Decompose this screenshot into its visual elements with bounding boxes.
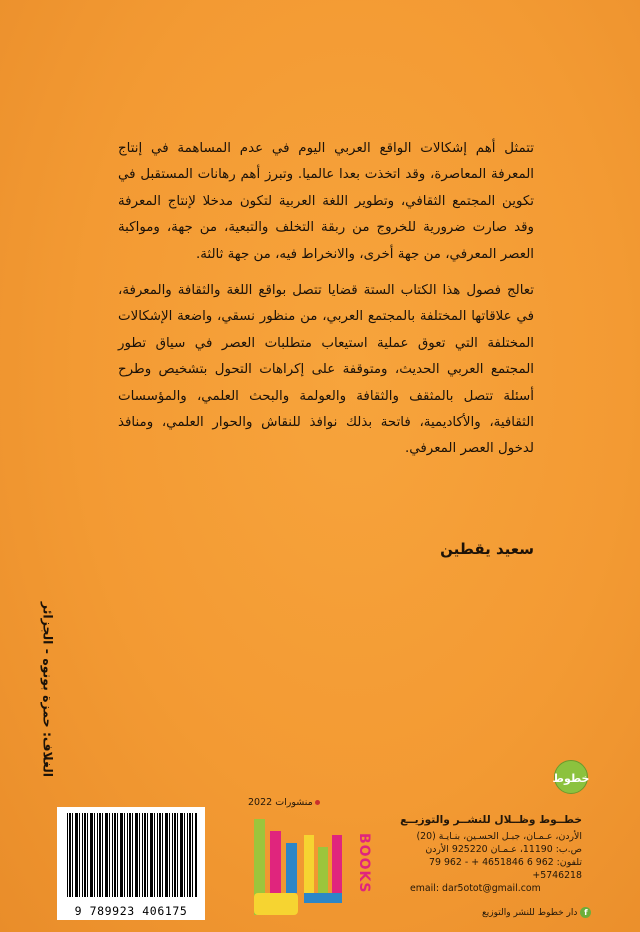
- publisher-contact-block: [400, 814, 582, 895]
- blurb-text: [118, 136, 534, 473]
- publisher-po-box: ص.ب: 11190، عـمـان 925220 الأردن: [425, 844, 582, 855]
- facebook-icon: f: [580, 907, 591, 918]
- isbn-barcode: [57, 807, 205, 920]
- facebook-page-name: دار خطوط للنشر والتوزيع: [482, 907, 578, 918]
- cover-design-credit: الغلاف: حمزة بونوه - الجزائر: [40, 601, 56, 778]
- publication-year: [248, 797, 320, 808]
- publication-year-text: منشورات 2022: [248, 797, 313, 808]
- isbn-number: 9 789923 406175: [74, 904, 188, 918]
- blurb-paragraph-1: تتمثل أهم إشكالات الواقع العربي اليوم في عدم المساهمة في إنتاج المعرفة المعاصرة، وقد اتخذت بعدا عالميا. وتبرز أهم رهانات المستقبل في تكوين المجتمع الثقافي، وتطوير اللغة العربية لتكون مدخلا لإنتاج المعرفة وقد صارت ضرورية للخروج من ربقة التخلف والتبعية، من جهة، ومواكبة العصر المعرفي، من جهة أخرى، والانخراط فيه، من جهة ثالثة.: [118, 141, 534, 262]
- barcode-bars: [67, 813, 197, 897]
- publisher-phone: تلفون: 962 6 4651846 + - 962 79 5746218+: [429, 857, 582, 881]
- publisher-badge-label: خطوط: [552, 772, 590, 785]
- author-name: سعيد يقطين: [440, 540, 534, 558]
- logo-letters-icon: [254, 819, 342, 915]
- logo-books-label: BOOKS: [356, 833, 372, 894]
- publisher-books-logo: [252, 813, 374, 921]
- publisher-facebook: [482, 907, 591, 918]
- blurb-paragraph-2: تعالج فصول هذا الكتاب الستة قضايا تتصل بواقع اللغة والثقافة والمعرفة، في علاقاتها المختلفة بالمجتمع العربي، من منظور نسقي، واضعة الإشكالات المختلفة التي تعوق عملية استيعاب متطلبات العصر في سياق تطور المجتمع العربي الحديث، ومتوقفة على إكراهات التحول بتشخيص وطرح أسئلة تتصل بالمثقف والثقافة والعولمة والبحث العلمي، والمؤسسات الثقافية، والأكاديمية، فاتحة بذلك نوافذ للنقاش والحوار العلمي، ومنافذ لدخول العصر المعرفي.: [118, 283, 534, 457]
- publisher-email: email: dar5otot@gmail.com: [410, 883, 541, 894]
- red-dot-icon: [315, 800, 320, 805]
- publisher-badge-icon: [554, 760, 588, 794]
- publisher-address: الأردن، عـمـان، جبـل الحسـين، بنـايـة (20): [416, 831, 582, 842]
- publisher-name: خطــوط وظــلال للنشــر والتوزيــع: [400, 814, 582, 826]
